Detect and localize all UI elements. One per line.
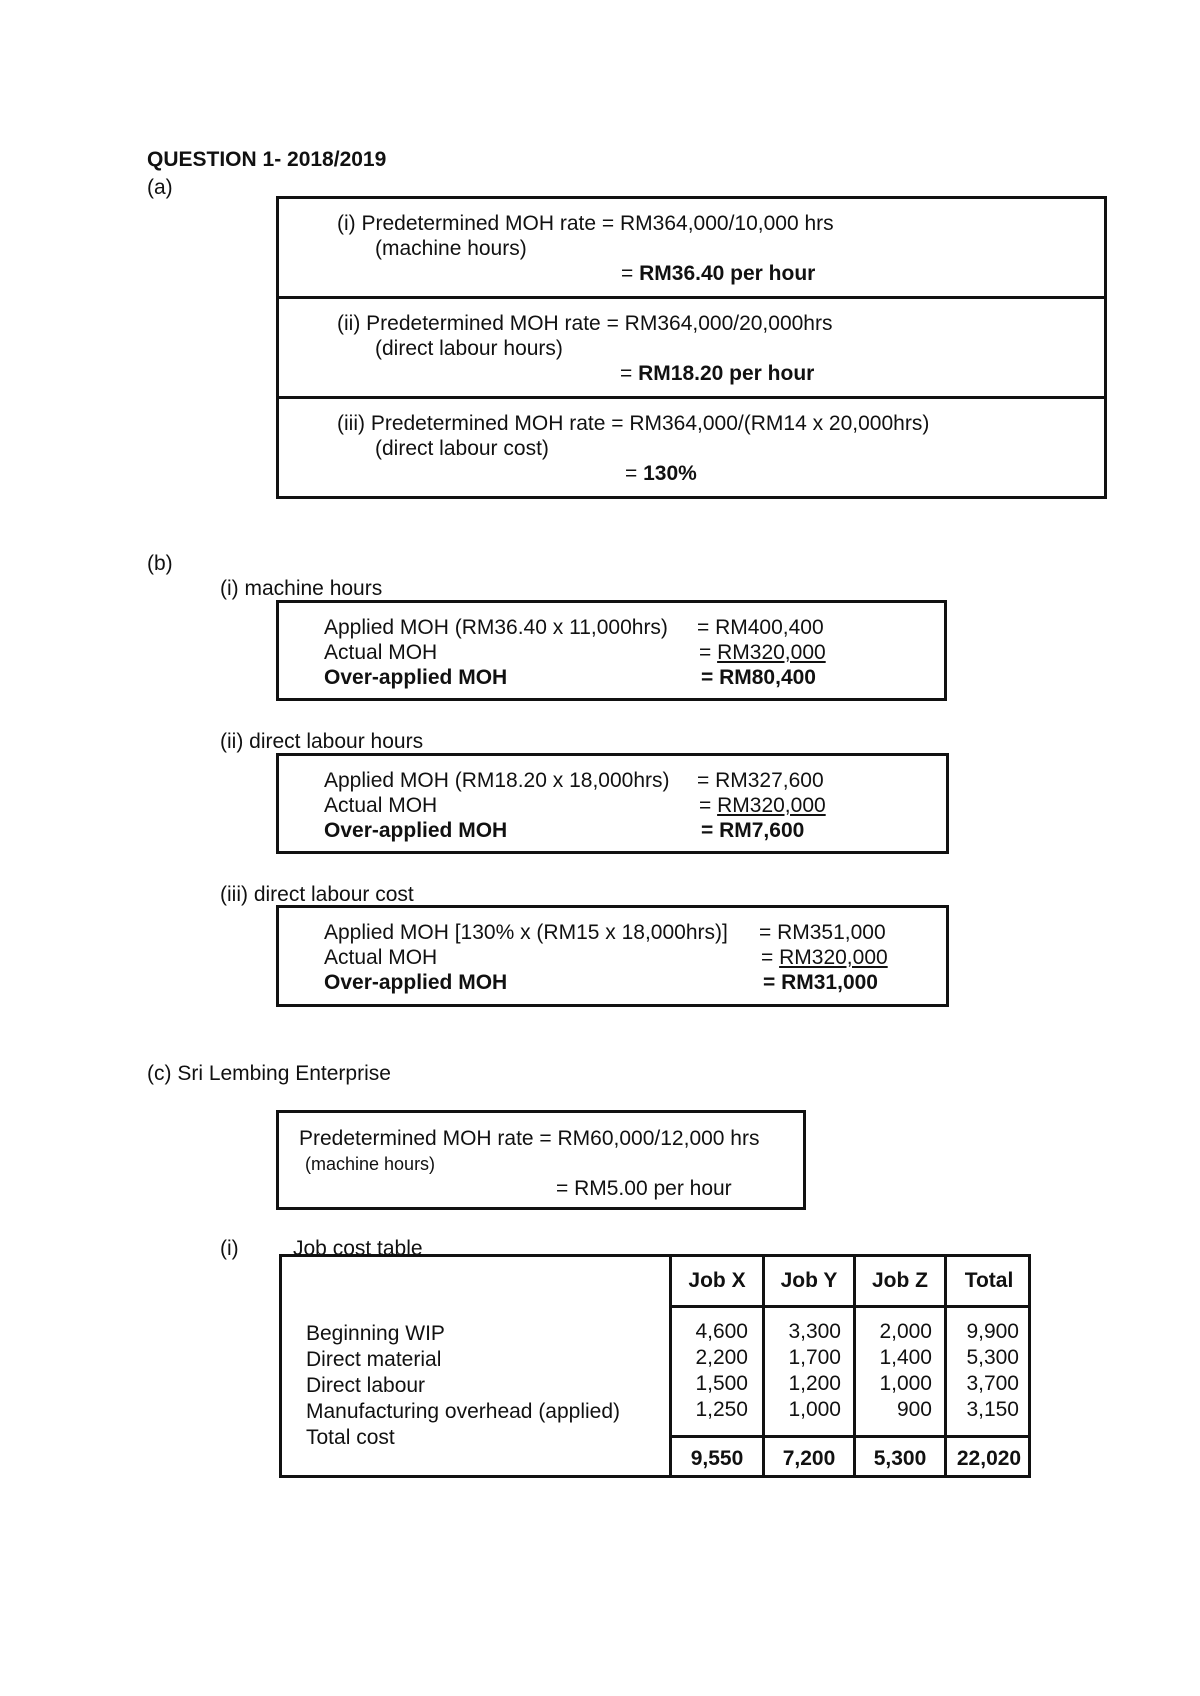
- over-applied-label: Over-applied MOH: [324, 971, 508, 994]
- row-label: Beginning WIP: [306, 1322, 445, 1345]
- rate-box-direct-labour-cost: [276, 396, 1107, 499]
- over-applied-value: = RM7,600: [701, 819, 805, 842]
- total-cost-cell: 22,020: [956, 1447, 1022, 1470]
- job-cost-table: [279, 1254, 1031, 1478]
- total-cost-cell: 9,550: [690, 1447, 744, 1470]
- table-cell: 1,000: [788, 1398, 841, 1421]
- row-label: Direct labour: [306, 1374, 426, 1397]
- part-a-label: (a): [147, 176, 173, 199]
- table-cell: 1,000: [879, 1372, 932, 1395]
- row-label: Direct material: [306, 1348, 442, 1371]
- job-x-values: [672, 1319, 748, 1423]
- total-cost-cell: 5,300: [873, 1447, 927, 1470]
- over-applied-label: Over-applied MOH: [324, 666, 508, 689]
- actual-moh-label: Actual MOH: [324, 946, 438, 969]
- over-applied-label: Over-applied MOH: [324, 819, 508, 842]
- applied-moh-value: = RM351,000: [759, 921, 886, 944]
- rate-basis: (direct labour cost): [375, 437, 549, 460]
- rate-result: = RM18.20 per hour: [620, 362, 815, 385]
- total-divider: [669, 1435, 1028, 1438]
- header-divider: [669, 1305, 1028, 1308]
- table-cell: 3,700: [966, 1372, 1019, 1395]
- part-c-label: (c) Sri Lembing Enterprise: [147, 1062, 391, 1085]
- section-heading: (ii) direct labour hours: [220, 730, 424, 753]
- job-y-values: [765, 1319, 841, 1423]
- moh-box-direct-labour-cost: [276, 905, 949, 1007]
- applied-moh-label: Applied MOH (RM36.40 x 11,000hrs): [324, 616, 668, 639]
- actual-moh-label: Actual MOH: [324, 794, 438, 817]
- column-header: Job Z: [872, 1269, 928, 1292]
- rate-basis: (direct labour hours): [375, 337, 563, 360]
- rate-basis: (machine hours): [375, 237, 527, 260]
- rate-formula: Predetermined MOH rate = RM60,000/12,000 hrs: [299, 1127, 760, 1150]
- moh-box-machine-hours: [276, 600, 947, 701]
- applied-moh-value: = RM327,600: [697, 769, 824, 792]
- table-cell: 9,900: [966, 1320, 1019, 1343]
- table-cell: 1,700: [788, 1346, 841, 1369]
- job-z-values: [856, 1319, 932, 1423]
- table-cell: 900: [896, 1398, 932, 1421]
- total-values: [947, 1319, 1019, 1423]
- page-title: QUESTION 1- 2018/2019: [147, 148, 387, 171]
- applied-moh-label: Applied MOH [130% x (RM15 x 18,000hrs)]: [324, 921, 728, 944]
- row-labels: [306, 1321, 620, 1451]
- table-cell: 5,300: [966, 1346, 1019, 1369]
- column-header: Job Y: [780, 1269, 838, 1292]
- part-b-label: (b): [147, 552, 173, 575]
- column-header: Job X: [688, 1269, 746, 1292]
- table-cell: 2,200: [695, 1346, 748, 1369]
- table-cell: 1,200: [788, 1372, 841, 1395]
- table-cell: 3,300: [788, 1320, 841, 1343]
- actual-moh-label: Actual MOH: [324, 641, 438, 664]
- rate-formula: (i) Predetermined MOH rate = RM364,000/10,000 hrs: [337, 212, 834, 235]
- section-heading: (i) machine hours: [220, 577, 383, 600]
- applied-moh-value: = RM400,400: [697, 616, 824, 639]
- rate-box-sri-lembing: [276, 1110, 806, 1210]
- rate-basis: (machine hours): [305, 1154, 436, 1174]
- section-heading: (iii) direct labour cost: [220, 883, 414, 906]
- actual-moh-value: = RM320,000: [699, 794, 826, 817]
- moh-box-direct-labour-hours: [276, 753, 949, 854]
- table-cell: 4,600: [695, 1320, 748, 1343]
- table-cell: 1,500: [695, 1372, 748, 1395]
- job-cost-table-title: Job cost table: [293, 1237, 423, 1260]
- actual-moh-value: = RM320,000: [761, 946, 888, 969]
- rate-result: = RM5.00 per hour: [556, 1177, 732, 1200]
- rate-formula: (ii) Predetermined MOH rate = RM364,000/20,000hrs: [337, 312, 833, 335]
- sub-label: (i): [220, 1237, 239, 1260]
- table-cell: 1,400: [879, 1346, 932, 1369]
- rate-box-direct-labour-hours: [276, 296, 1107, 399]
- row-label: Total cost: [306, 1426, 395, 1449]
- rate-formula: (iii) Predetermined MOH rate = RM364,000/(RM14 x 20,000hrs): [337, 412, 930, 435]
- table-cell: 1,250: [695, 1398, 748, 1421]
- over-applied-value: = RM80,400: [701, 666, 816, 689]
- row-label: Manufacturing overhead (applied): [306, 1400, 621, 1423]
- total-cost-cell: 7,200: [782, 1447, 836, 1470]
- table-cell: 3,150: [966, 1398, 1019, 1421]
- column-header: Total: [964, 1269, 1014, 1292]
- table-cell: 2,000: [879, 1320, 932, 1343]
- applied-moh-label: Applied MOH (RM18.20 x 18,000hrs): [324, 769, 670, 792]
- rate-result: = 130%: [625, 462, 697, 485]
- actual-moh-value: = RM320,000: [699, 641, 826, 664]
- rate-box-machine-hours: [276, 196, 1107, 299]
- rate-result: = RM36.40 per hour: [621, 262, 816, 285]
- over-applied-value: = RM31,000: [763, 971, 878, 994]
